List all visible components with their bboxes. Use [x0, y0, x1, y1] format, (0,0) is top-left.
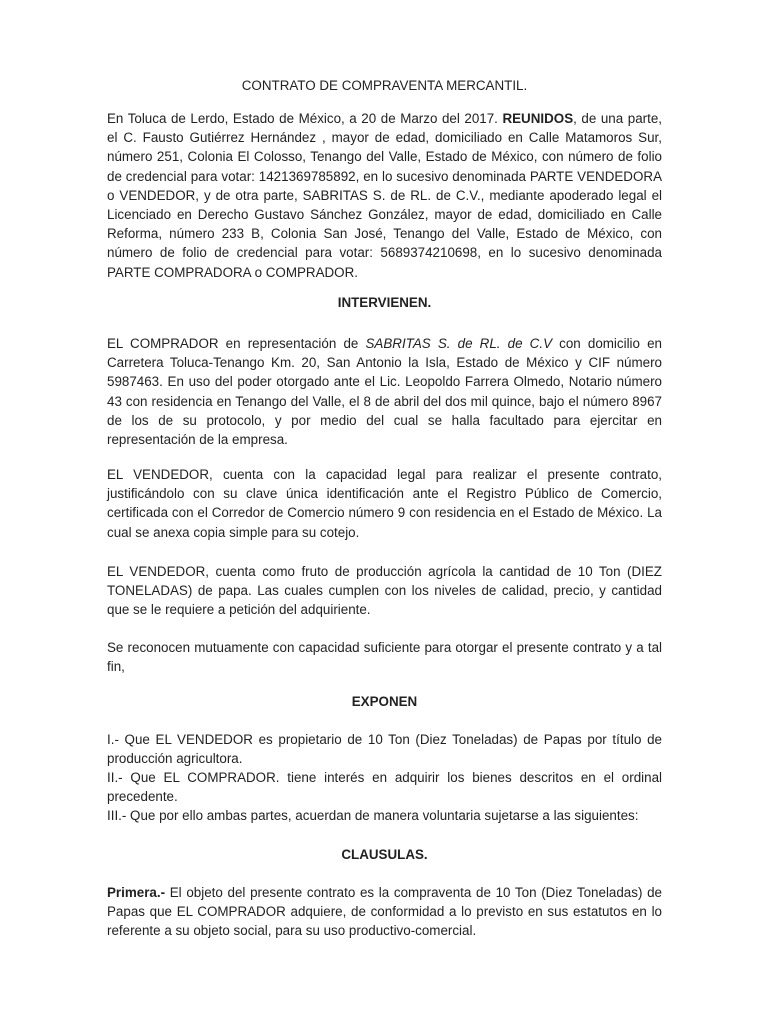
- intro-bold-reunidos: REUNIDOS: [502, 111, 574, 126]
- comprador-text-start: EL COMPRADOR en representación de: [107, 336, 366, 351]
- vendedor-production-paragraph: EL VENDEDOR, cuenta como fruto de producción agrícola la cantidad de 10 Ton (DIEZ TONELADAS) de papa. Las cuales cumplen con los niveles de calidad, precio, y cantidad que se le requiere a petición del adquiriente.: [107, 564, 662, 618]
- intro-paragraph: [107, 109, 662, 282]
- clause-primera-label: Primera.-: [107, 885, 166, 900]
- reconocen-paragraph: Se reconocen mutuamente con capacidad suficiente para otorgar el presente contrato y a tal fin,: [107, 640, 662, 675]
- exponen-item-3: III.- Que por ello ambas partes, acuerdan de manera voluntaria sujetarse a las siguientes:: [107, 808, 639, 823]
- heading-clausulas: CLAUSULAS.: [341, 847, 428, 862]
- comprador-text-rest: con domicilio en Carretera Toluca-Tenango Km. 20, San Antonio la Isla, Estado de México y CIF número 5987463. En uso del poder otorgado ante el Lic. Leopoldo Farrera Olmedo, Notario número 43 con residencia en Tenango del Valle, el 8 de abril del dos mil quince, bajo el número 8967 de los de su protocolo, y por medio del cual se halla facultado para ejercitar en representación de la empresa.: [107, 336, 663, 448]
- clause-primera-text: El objeto del presente contrato es la compraventa de 10 Ton (Diez Toneladas) de Papas que EL COMPRADOR adquiere, de conformidad a lo previsto en sus estatutos en lo referente a su objeto social, para su uso productivo-comercial.: [107, 885, 662, 939]
- heading-intervienen: INTERVIENEN.: [337, 295, 432, 310]
- exponen-item-1: I.- Que EL VENDEDOR es propietario de 10 Ton (Diez Toneladas) de Papas por título de producción agricultora.: [107, 732, 662, 767]
- clause-primera: [107, 883, 662, 941]
- vendedor-capacity-paragraph: EL VENDEDOR, cuenta con la capacidad legal para realizar el presente contrato, justificándolo con su clave única identificación ante el Registro Público de Comercio, certificada con el Corredor de Comercio número 9 con residencia en el Estado de México. La cual se anexa copia simple para su cotejo.: [107, 467, 662, 540]
- heading-exponen: EXPONEN: [351, 694, 418, 709]
- comprador-paragraph: [107, 334, 662, 449]
- document-title: CONTRATO DE COMPRAVENTA MERCANTIL.: [241, 78, 528, 93]
- exponen-item-2: II.- Que EL COMPRADOR. tiene interés en adquirir los bienes descritos en el ordinal precedente.: [107, 770, 662, 805]
- intro-text-rest: , de una parte, el C. Fausto Gutiérrez Hernández , mayor de edad, domiciliado en Calle Matamoros Sur, número 251, Colonia El Colosso, Tenango del Valle, Estado de México, con número de folio de credencial para votar: 1421369785892, en lo sucesivo denominada PARTE VENDEDORA o VENDEDOR, y de otra parte, SABRITAS S. de RL. de C.V., mediante apoderado legal el Licenciado en Derecho Gustavo Sánchez González, mayor de edad, domiciliado en Calle Reforma, número 233 B, Colonia San José, Tenango del Valle, Estado de México, con número de folio de credencial para votar: 5689374210698, en lo sucesivo denominada PARTE COMPRADORA o COMPRADOR.: [107, 111, 663, 280]
- comprador-company-italic: SABRITAS S. de RL. de C.V: [365, 336, 553, 351]
- intro-text-start: En Toluca de Lerdo, Estado de México, a 20 de Marzo del 2017.: [107, 111, 503, 126]
